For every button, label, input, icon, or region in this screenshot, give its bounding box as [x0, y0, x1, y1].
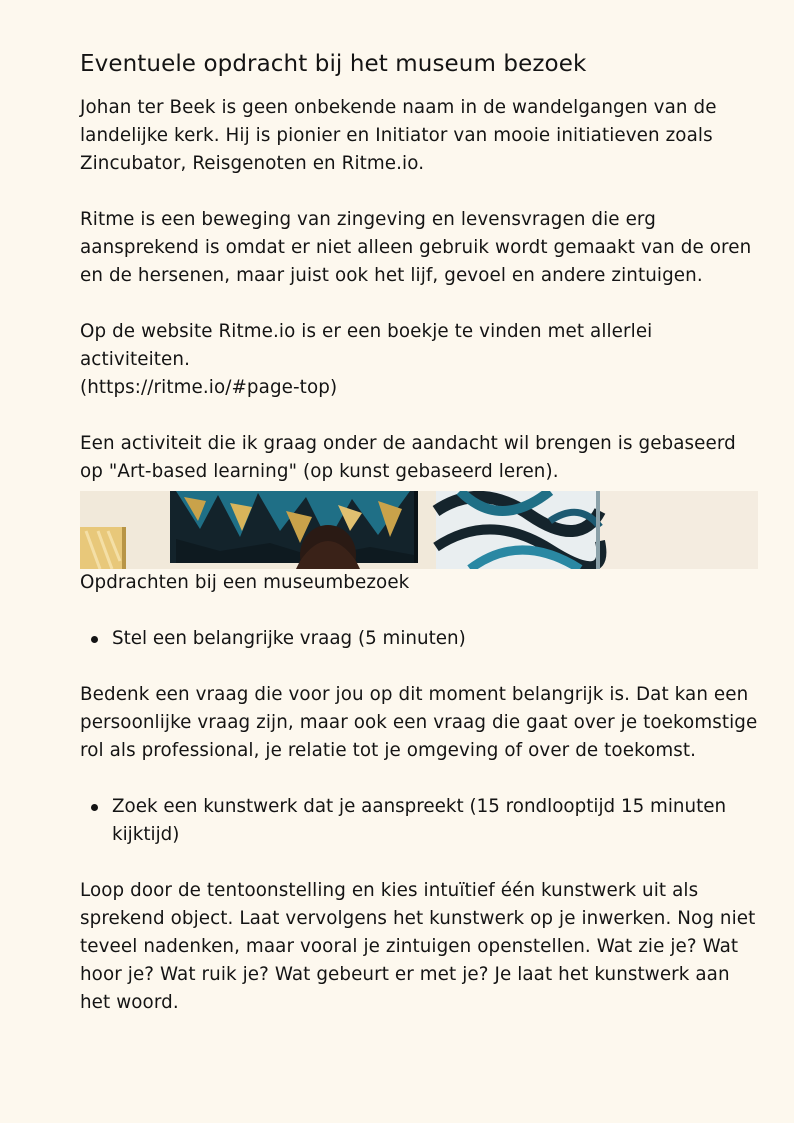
- paragraph-spacer: [80, 849, 760, 877]
- bullet-list-step1: [80, 625, 760, 653]
- bullet-list-step2: [80, 793, 760, 849]
- list-item: Stel een belangrijke vraag (5 minuten): [112, 625, 760, 653]
- paragraph-spacer: [80, 653, 760, 681]
- paragraph-spacer: [80, 178, 760, 206]
- activity-paragraph: Een activiteit die ik graag onder de aandacht wil brengen is gebaseerd op "Art-based learning" (op kunst gebaseerd leren).: [80, 433, 736, 482]
- website-paragraph: Op de website Ritme.io is er een boekje te vinden met allerlei activiteiten.: [80, 321, 653, 370]
- museum-photo: [80, 491, 758, 569]
- paragraph-spacer: [80, 402, 760, 430]
- paragraph-spacer: [80, 290, 760, 318]
- paragraph-spacer: [80, 765, 760, 793]
- list-item: Zoek een kunstwerk dat je aanspreekt (15 rondlooptijd 15 minuten kijktijd): [112, 793, 760, 849]
- paragraph-spacer: [80, 597, 760, 625]
- website-url: (https://ritme.io/#page-top): [80, 377, 338, 398]
- intro-paragraph: Johan ter Beek is geen onbekende naam in de wandelgangen van de landelijke kerk. Hij is pionier en Initiator van mooie initiatieven zoals Zincubator, Reisgenoten en Ritme.io.: [80, 97, 717, 174]
- step1-paragraph: Bedenk een vraag die voor jou op dit moment belangrijk is. Dat kan een persoonlijke vraag zijn, maar ook een vraag die gaat over je toekomstige rol als professional, je relatie tot je omgeving of over de toekomst.: [80, 684, 758, 761]
- step2-paragraph: Loop door de tentoonstelling en kies intuïtief één kunstwerk uit als sprekend object. Laat vervolgens het kunstwerk op je inwerken. Nog niet teveel nadenken, maar vooral je zintuigen openstellen. Wat zie je? Wat hoor je? Wat ruik je? Wat gebeurt er met je? Je laat het kunstwerk aan het woord.: [80, 880, 756, 1013]
- ritme-paragraph: Ritme is een beweging van zingeving en levensvragen die erg aansprekend is omdat er niet alleen gebruik wordt gemaakt van de oren en de hersenen, maar juist ook het lijf, gevoel en andere zintuigen.: [80, 209, 752, 286]
- assignments-heading: Opdrachten bij een museumbezoek: [80, 572, 410, 593]
- document-page: [80, 48, 760, 1017]
- page-title: Eventuele opdracht bij het museum bezoek: [80, 51, 587, 77]
